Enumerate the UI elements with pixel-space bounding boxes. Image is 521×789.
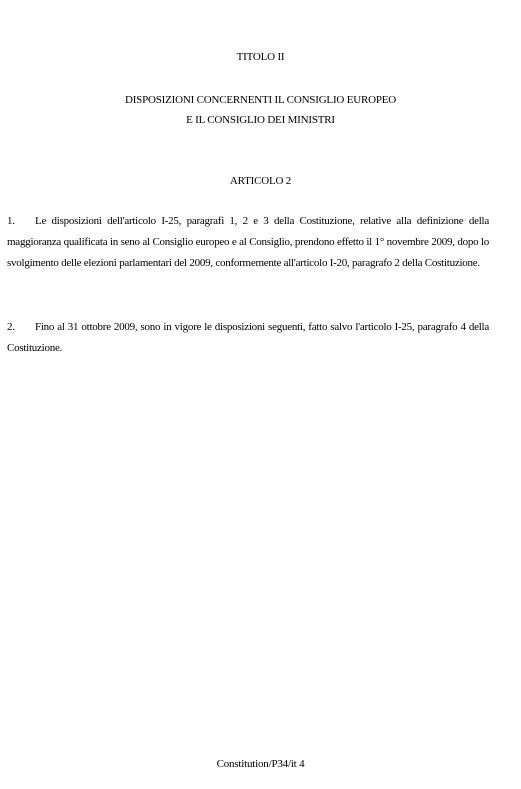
title-number: TITOLO II xyxy=(236,51,285,63)
title-heading-line-1: DISPOSIZIONI CONCERNENTI IL CONSIGLIO EUROPEO xyxy=(124,94,397,106)
paragraph-number: 1. xyxy=(7,215,15,227)
title-heading-line-2: E IL CONSIGLIO DEI MINISTRI xyxy=(186,114,335,126)
page-footer: Constitution/P34/it 4 xyxy=(216,758,305,770)
article-heading: ARTICOLO 2 xyxy=(229,175,292,187)
paragraph-text: Fino al 31 ottobre 2009, sono in vigore le disposizioni seguenti, fatto salvo l'articolo I-25, paragrafo 4 della Costituzione. xyxy=(7,321,489,354)
paragraph-1 xyxy=(7,211,489,274)
paragraph-text: Le disposizioni dell'articolo I-25, paragrafi 1, 2 e 3 della Costituzione, relative alla definizione della maggioranza qualificata in seno al Consiglio europeo e al Consiglio, prendono effetto il 1° novembre 2009, dopo lo svolgimento delle elezioni parlamentari del 2009, conformemente all'articolo I-20, paragrafo 2 della Costituzione. xyxy=(7,215,489,269)
paragraph-2 xyxy=(7,317,489,359)
paragraph-number: 2. xyxy=(7,321,15,333)
